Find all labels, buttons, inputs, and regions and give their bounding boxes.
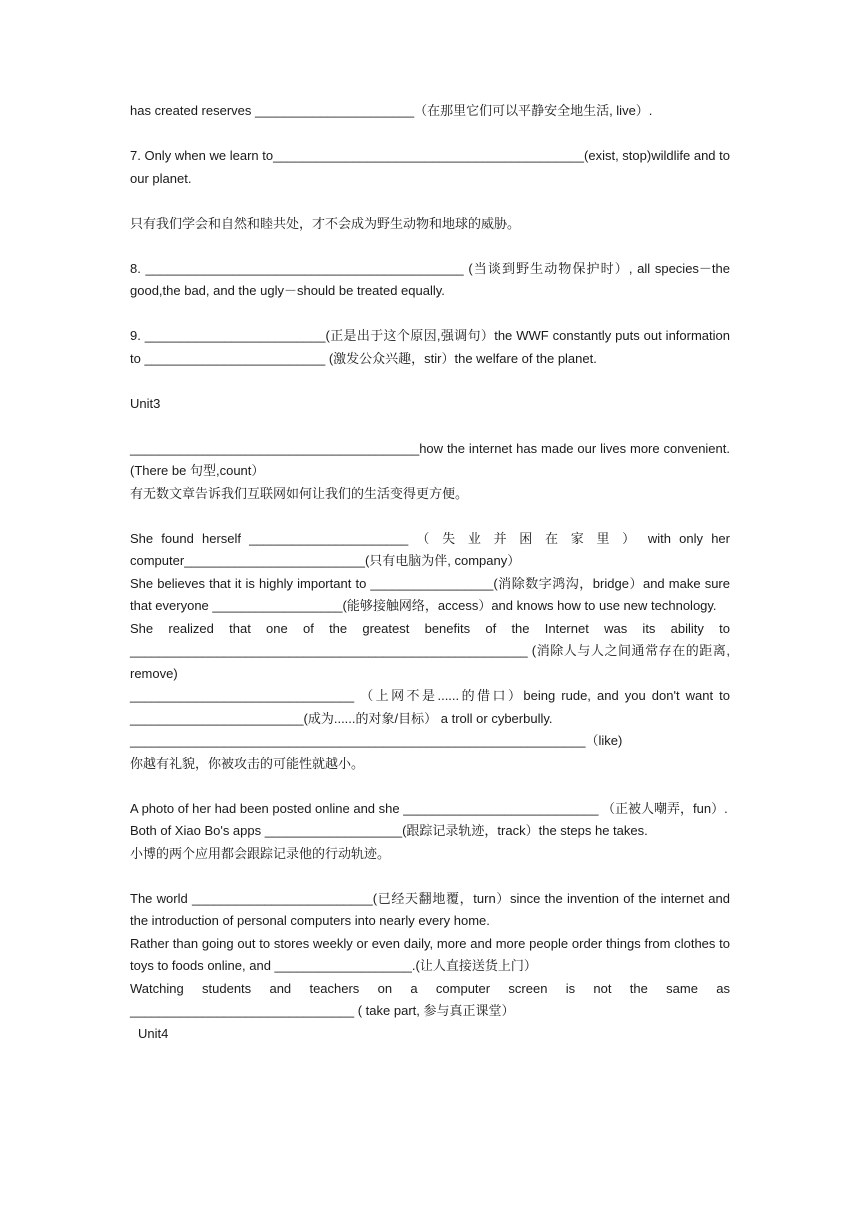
exercise-line: ________________________________________how the internet has made our lives more convenient. (There be 句型,count） bbox=[130, 440, 730, 478]
exercise-line: _______________________________ （上网不是......的借口）being rude, and you don't want to ________________________(成为......的对象/目标） a troll or cyberbully. bbox=[130, 688, 730, 726]
exercise-line: She found herself ______________________ （ 失 业 并 困 在 家 里 ） with only her computer_________________________(只有电脑为伴, company） bbox=[130, 530, 730, 568]
exercise-line: She realized that one of the greatest benefits of the Internet was its ability to _______________________________________________________ (消除人与人之间通常存在的距离, remove) bbox=[130, 620, 730, 681]
exercise-line: She believes that it is highly important to _________________(消除数字鸿沟，bridge）and make sure that everyone __________________(能够接触网络，access）and knows how to use new technology. bbox=[130, 575, 730, 613]
text-line: has created reserves ______________________（在那里它们可以平静安全地生活, live）. bbox=[130, 103, 653, 118]
question-8: 8. ____________________________________________ (当谈到野生动物保护时）, all species－the good,the bad, and the ugly－should be treated equally. bbox=[130, 260, 730, 298]
exercise-line: A photo of her had been posted online and she ___________________________ （正被人嘲弄，fun）. bbox=[130, 800, 728, 816]
spacer bbox=[130, 123, 730, 146]
exercise-line: Watching students and teachers on a computer screen is not the same as _______________________________ ( take part, 参与真正课堂） bbox=[130, 980, 730, 1018]
spacer bbox=[130, 865, 730, 888]
exercise-line: _______________________________________________________________（like) bbox=[130, 733, 623, 748]
unit-heading: Unit3 bbox=[130, 395, 161, 411]
spacer bbox=[130, 415, 730, 438]
spacer bbox=[130, 505, 730, 528]
spacer bbox=[130, 370, 730, 393]
question-9: 9. _________________________(正是出于这个原因,强调句）the WWF constantly puts out information to _________________________ (激发公众兴趣，stir）the welfare of the planet. bbox=[130, 328, 730, 366]
translation-line: 小博的两个应用都会跟踪记录他的行动轨迹。 bbox=[130, 845, 391, 861]
translation-line: 只有我们学会和自然和睦共处，才不会成为野生动物和地球的威胁。 bbox=[130, 215, 521, 231]
question-7: 7. Only when we learn to___________________________________________(exist, stop)wildlife and to our planet. bbox=[130, 148, 730, 186]
spacer bbox=[130, 190, 730, 213]
spacer bbox=[130, 775, 730, 798]
exercise-line: Rather than going out to stores weekly or even daily, more and more people order things from clothes to toys to foods online, and ___________________.(让人直接送货上门） bbox=[130, 935, 730, 973]
translation-line: 你越有礼貌，你被攻击的可能性就越小。 bbox=[130, 755, 365, 771]
spacer bbox=[130, 303, 730, 326]
unit-heading: Unit4 bbox=[138, 1025, 169, 1041]
document-page bbox=[130, 100, 730, 1045]
exercise-line: Both of Xiao Bo's apps ___________________(跟踪记录轨迹，track）the steps he takes. bbox=[130, 823, 648, 838]
translation-line: 有无数文章告诉我们互联网如何让我们的生活变得更方便。 bbox=[130, 485, 469, 501]
exercise-line: The world _________________________(已经天翻地覆，turn）since the invention of the internet and the introduction of personal computers into nearly every home. bbox=[130, 890, 730, 928]
spacer bbox=[130, 235, 730, 258]
